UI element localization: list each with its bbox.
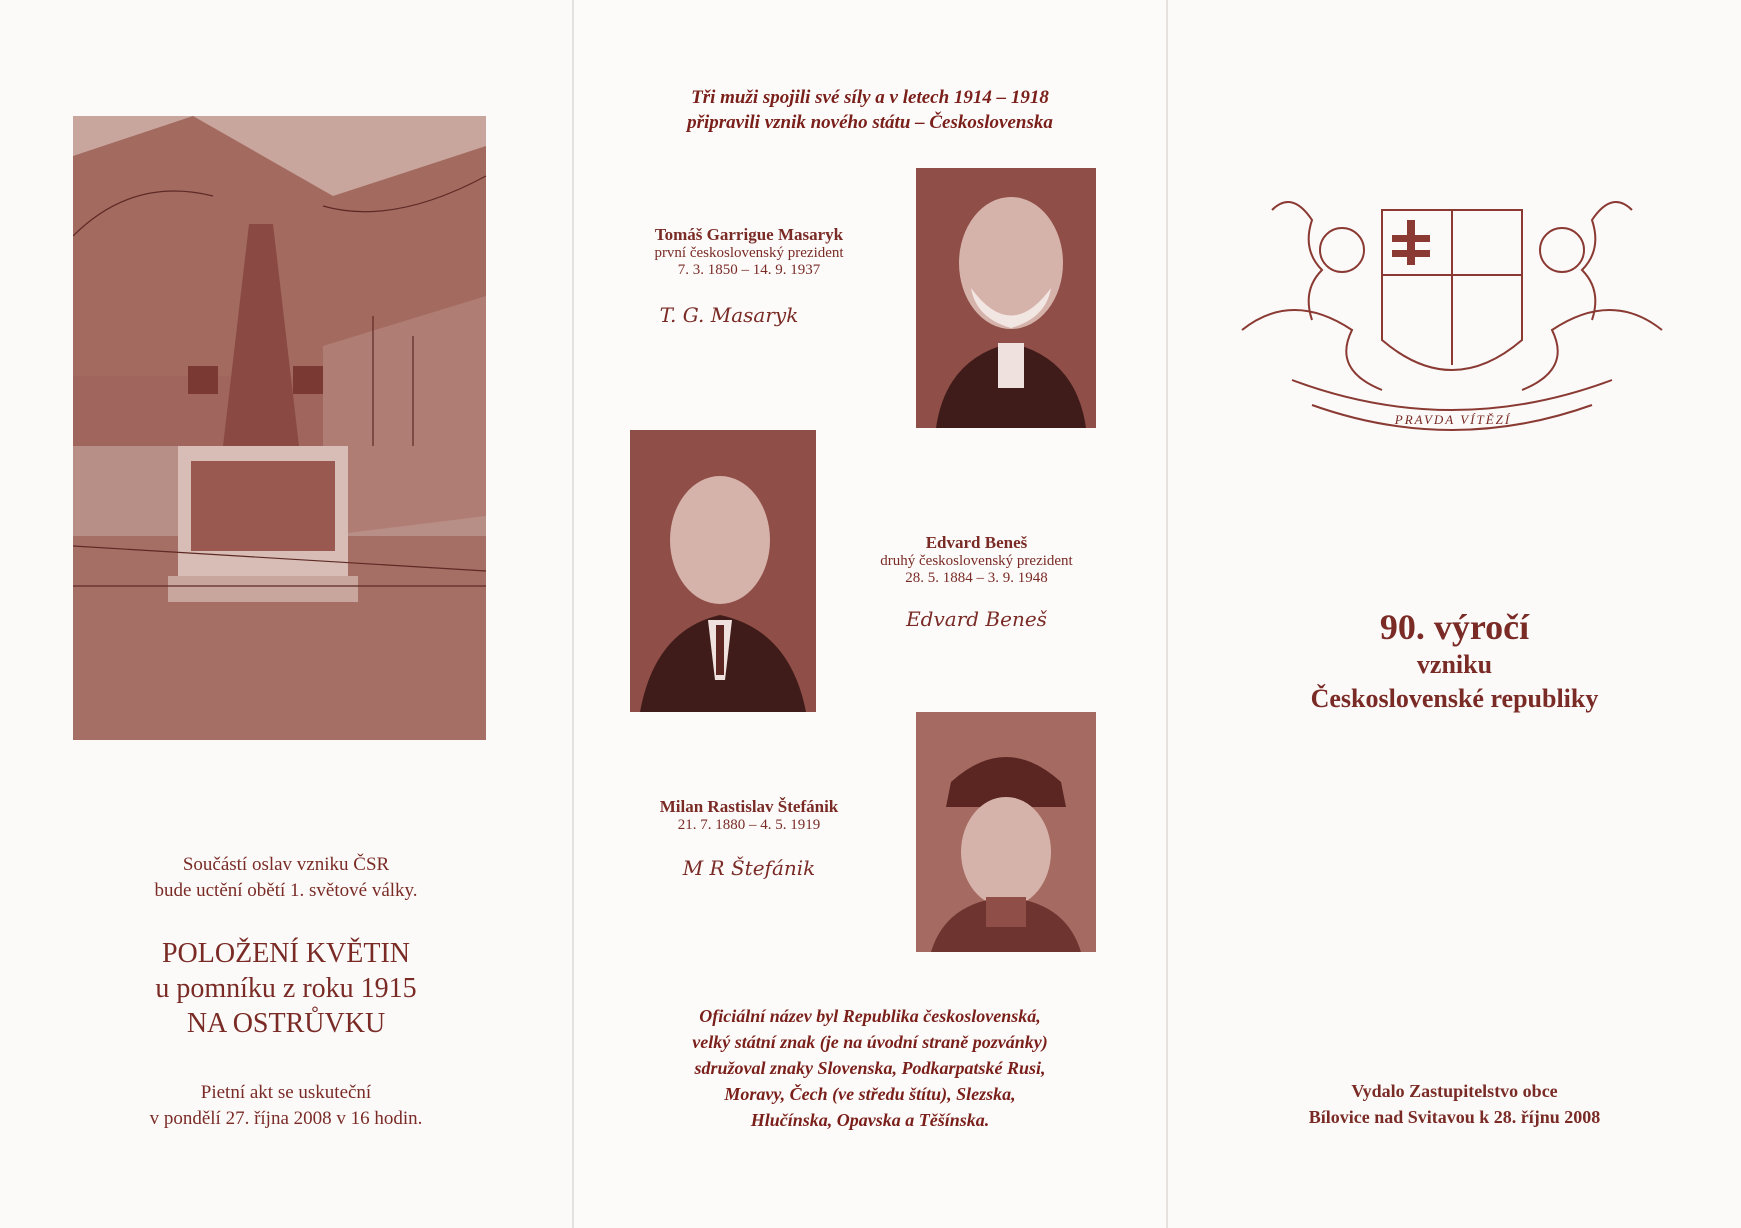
motto-ribbon: PRAVDA VÍTĚZÍ: [1394, 412, 1512, 427]
right-panel: [1168, 0, 1741, 1228]
monument-photo: [73, 116, 486, 740]
intro-line-2: bude uctění obětí 1. světové války.: [154, 880, 418, 901]
intro-line-1: Součástí oslav vzniku ČSR: [182, 854, 390, 875]
portrait-benes: [630, 430, 816, 712]
footer-line-2: velký státní znak (je na úvodní straně pozvánky): [692, 1032, 1048, 1052]
anniversary-subtitle-2: Československé republiky: [1310, 684, 1599, 713]
person-name: Tomáš Garrigue Masaryk: [654, 225, 844, 244]
event-detail-line-2: v pondělí 27. října 2008 v 16 hodin.: [149, 1108, 423, 1129]
event-detail-line-1: Pietní akt se uskuteční: [200, 1082, 372, 1103]
event-title-line-3: NA OSTRŮVKU: [186, 1008, 386, 1039]
middle-panel: [574, 0, 1166, 1228]
person-name: Edvard Beneš: [925, 533, 1028, 552]
publisher-line-2: Bílovice nad Svitavou k 28. říjnu 2008: [1308, 1107, 1601, 1127]
person-dates: 7. 3. 1850 – 14. 9. 1937: [677, 262, 821, 278]
footer-line-5: Hlučínska, Opavska a Těšínska.: [750, 1110, 990, 1130]
person-dates: 28. 5. 1884 – 3. 9. 1948: [905, 570, 1048, 586]
anniversary-title: 90. výročí: [1379, 607, 1530, 647]
person-dates: 21. 7. 1880 – 4. 5. 1919: [677, 817, 821, 833]
event-title-line-1: POLOŽENÍ KVĚTIN: [161, 938, 411, 969]
heading-line-1: Tři muži spojili své síly a v letech 1914 – 1918: [691, 87, 1049, 108]
person-signature: M R Štefánik: [682, 856, 816, 880]
person-role: druhý československý prezident: [880, 553, 1073, 569]
publisher-line-1: Vydalo Zastupitelstvo obce: [1351, 1081, 1558, 1101]
portrait-stefanik: [916, 712, 1096, 952]
person-signature: Edvard Beneš: [906, 607, 1047, 631]
person-name: Milan Rastislav Štefánik: [659, 797, 839, 816]
left-panel: [0, 0, 572, 1228]
footer-line-3: sdružoval znaky Slovenska, Podkarpatské Rusi,: [694, 1058, 1046, 1078]
event-title-line-2: u pomníku z roku 1915: [155, 973, 417, 1004]
anniversary-subtitle-1: vzniku: [1416, 650, 1493, 679]
portrait-masaryk: [916, 168, 1096, 428]
person-signature: T. G. Masaryk: [659, 303, 799, 327]
footer-line-4: Moravy, Čech (ve středu štítu), Slezska,: [724, 1084, 1016, 1104]
footer-line-1: Oficiální název byl Republika československá,: [699, 1006, 1041, 1026]
heading-line-2: připravili vznik nového státu – Československa: [687, 112, 1053, 133]
person-role: první československý prezident: [654, 245, 844, 261]
coat-of-arms-emblem: [1232, 180, 1672, 440]
